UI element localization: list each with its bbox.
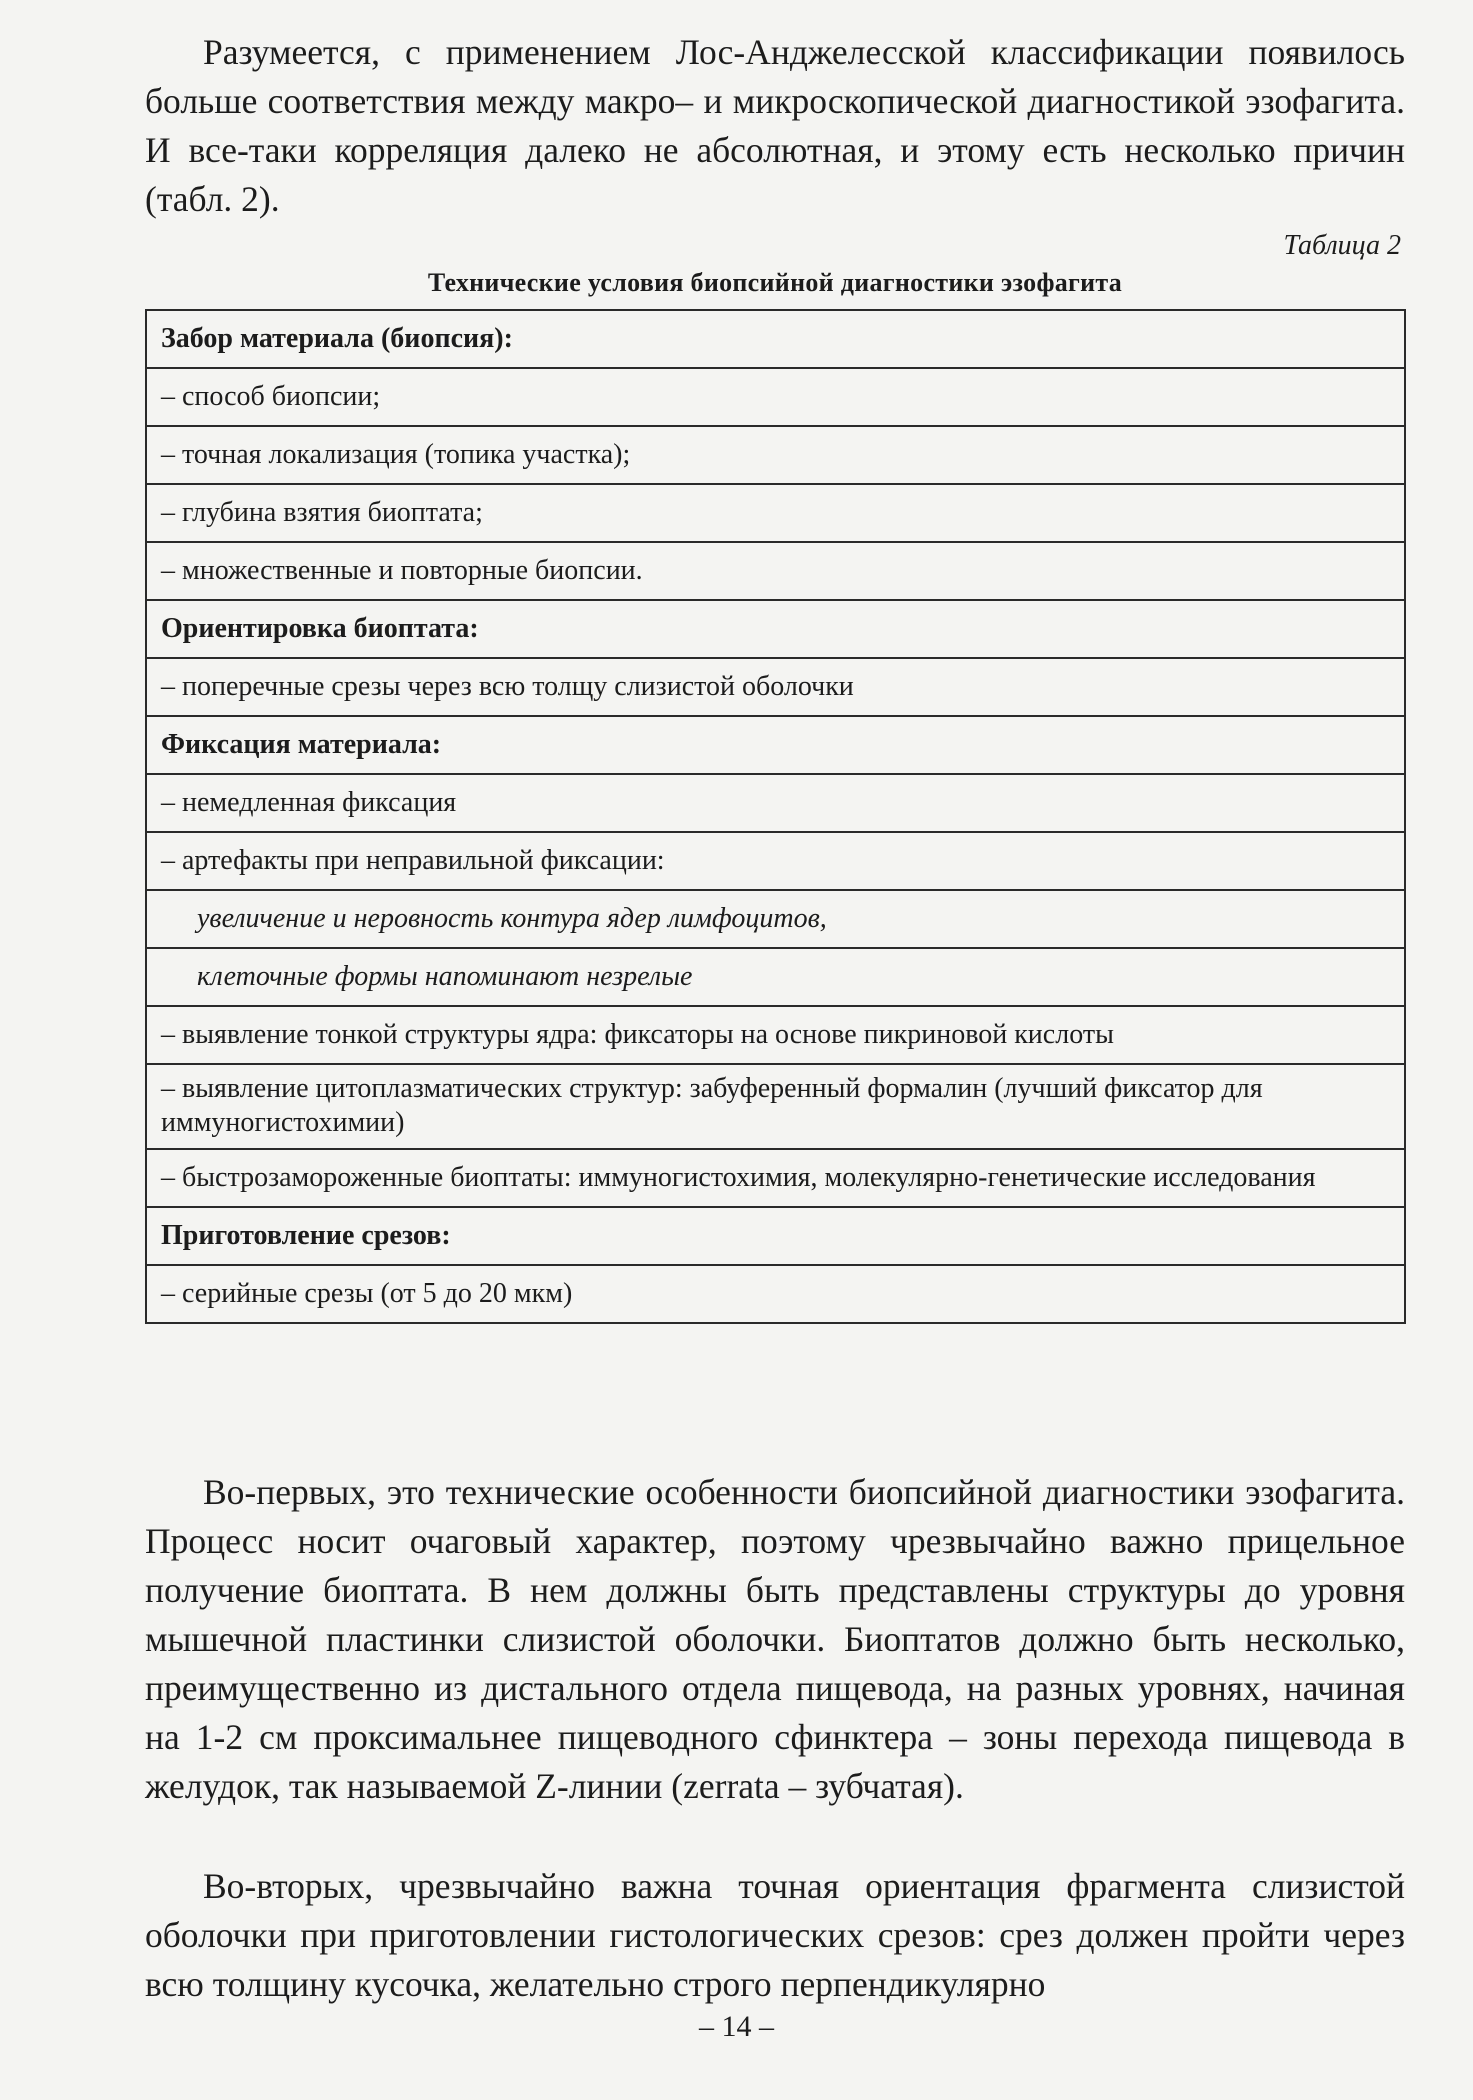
table-cell: – серийные срезы (от 5 до 20 мкм): [146, 1265, 1405, 1323]
table-cell: – быстрозамороженные биоптаты: иммуногистохимия, молекулярно-генетические исследования: [146, 1149, 1405, 1207]
section-header-sampling: Забор материала (биопсия):: [146, 310, 1405, 368]
table-title: Технические условия биопсийной диагностики эзофагита: [427, 268, 1123, 297]
table-row: [146, 890, 1405, 948]
table-row: [146, 774, 1405, 832]
table-row: [146, 484, 1405, 542]
section-header-fixation: Фиксация материала:: [146, 716, 1405, 774]
table-cell: – точная локализация (топика участка);: [146, 426, 1405, 484]
table-row: [146, 716, 1405, 774]
table-row: [146, 1149, 1405, 1207]
table-cell: – артефакты при неправильной фиксации:: [146, 832, 1405, 890]
table-row: [146, 948, 1405, 1006]
table-row: [146, 310, 1405, 368]
table-cell: – выявление тонкой структуры ядра: фиксаторы на основе пикриновой кислоты: [146, 1006, 1405, 1064]
table-row: [146, 1006, 1405, 1064]
table-row: [146, 832, 1405, 890]
table-row: [146, 658, 1405, 716]
table-row: [146, 426, 1405, 484]
table-row: [146, 600, 1405, 658]
second-reason-paragraph: Во-вторых, чрезвычайно важна точная ориентация фрагмента слизистой оболочки при приготовлении гистологических срезов: срез должен пройти через всю толщину кусочка, желательно строго перпендикулярно: [145, 1866, 1405, 2004]
intro-paragraph: Разумеется, с применением Лос-Анджелесской классификации появилось больше соответствия между макро– и микроскопической диагностикой эзофагита. И все-таки корреляция далеко не абсолютная, и этому есть несколько причин (табл. 2).: [145, 32, 1405, 219]
table-cell: – глубина взятия биоптата;: [146, 484, 1405, 542]
first-reason-paragraph: Во-первых, это технические особенности биопсийной диагностики эзофагита. Процесс носит очаговый характер, поэтому чрезвычайно важно прицельное получение биоптата. В нем должны быть представлены структуры до уровня мышечной пластинки слизистой оболочки. Биоптатов должно быть несколько, преимущественно из дистального отдела пищевода, на разных уровнях, начиная на 1-2 см проксимальнее пищеводного сфинктера – зоны перехода пищевода в желудок, так называемой Z-линии (zerrata – зубчатая).: [145, 1472, 1405, 1806]
table-cell: – способ биопсии;: [146, 368, 1405, 426]
table-number-label: Таблица 2: [1283, 230, 1401, 261]
table-row: [146, 542, 1405, 600]
table-cell: – множественные и повторные биопсии.: [146, 542, 1405, 600]
section-header-orientation: Ориентировка биоптата:: [146, 600, 1405, 658]
table-cell: – поперечные срезы через всю толщу слизистой оболочки: [146, 658, 1405, 716]
table-cell: – немедленная фиксация: [146, 774, 1405, 832]
table-cell: – выявление цитоплазматических структур: забуференный формалин (лучший фиксатор для иммуногистохимии): [146, 1064, 1405, 1149]
page-number: – 14 –: [699, 2010, 774, 2043]
table-row: [146, 1207, 1405, 1265]
table-row: [146, 368, 1405, 426]
table-cell-italic: увеличение и неровность контура ядер лимфоцитов,: [146, 890, 1405, 948]
table-cell-italic: клеточные формы напоминают незрелые: [146, 948, 1405, 1006]
section-header-sectioning: Приготовление срезов:: [146, 1207, 1405, 1265]
biopsy-conditions-table: [145, 309, 1406, 1324]
table-row: [146, 1265, 1405, 1323]
table-row: [146, 1064, 1405, 1149]
